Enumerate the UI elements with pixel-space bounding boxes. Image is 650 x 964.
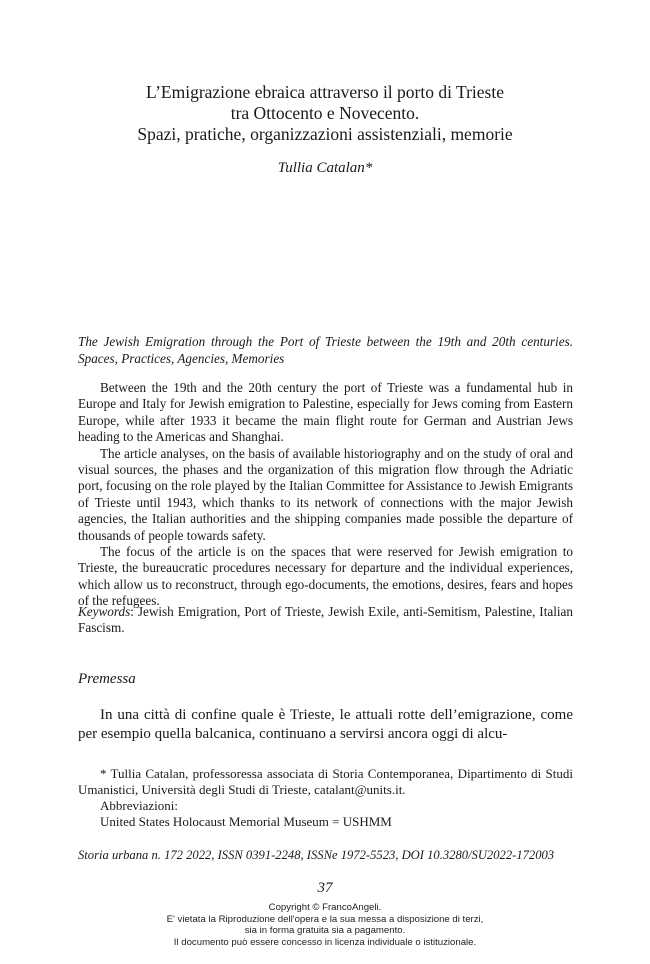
abstract-paragraph-1: Between the 19th and the 20th century the port of Trieste was a fundamental hub in Europe and Italy for Jewish emigration to Palestine, especially for Jews coming from Eastern Europe, while after 1933 it became the main flight route for German and Austrian Jews heading to the Americas and Shanghai.	[78, 380, 573, 445]
body-paragraph: In una città di confine quale è Trieste, le attuali rotte dell’emigrazione, come per esempio quella balcanica, continuano a servirsi ancora oggi di alcu-	[78, 707, 573, 742]
footnote-abbreviations-label: Abbreviazioni:	[100, 798, 178, 813]
copyright-line-2: E' vietata la Riproduzione dell'opera e la sua messa a disposizione di terzi,	[166, 913, 484, 925]
page-number: 37	[317, 880, 333, 896]
author-name: Tullia Catalan*	[277, 160, 373, 176]
body-text	[78, 706, 573, 744]
copyright-notice	[0, 902, 650, 949]
title-line-1: L’Emigrazione ebraica attraverso il porto di Trieste	[146, 82, 504, 102]
abstract	[78, 380, 573, 610]
abstract-paragraph-2: The article analyses, on the basis of available historiography and on the study of oral and visual sources, the phases and the organization of this migration flow through the Adriatic port, focusing on the role played by the Italian Committee for Assistance to Jewish Emigrants of Trieste until 1943, which thanks to its network of connections with the major Jewish agencies, the Italian authorities and the shipping companies made possible the departure of thousands of people towards safety.	[78, 445, 573, 543]
section-heading: Premessa	[78, 671, 136, 687]
keywords-list: : Jewish Emigration, Port of Trieste, Jewish Exile, anti-Semitism, Palestine, Italian Fascism.	[78, 604, 573, 636]
journal-citation: Storia urbana n. 172 2022, ISSN 0391-2248, ISSNe 1972-5523, DOI 10.3280/SU2022-172003	[78, 848, 555, 862]
title-line-3: Spazi, pratiche, organizzazioni assistenziali, memorie	[137, 124, 513, 144]
article-title	[0, 82, 650, 145]
copyright-line-3: sia in forma gratuita sia a pagamento.	[244, 925, 406, 937]
footnote-author-affiliation: * Tullia Catalan, professoressa associata di Storia Contemporanea, Dipartimento di Studi Umanistici, Università degli Studi di Trieste, catalant@units.it.	[78, 766, 573, 797]
footnote	[78, 766, 573, 830]
abstract-paragraph-3: The focus of the article is on the spaces that were reserved for Jewish emigration to Trieste, the bureaucratic procedures necessary for departure and the individual experiences, which allow us to reconstruct, through ego-documents, the emotions, desires, fears and hopes of the refugees.	[78, 544, 573, 609]
copyright-line-4: Il documento può essere concesso in licenza individuale o istituzionale.	[173, 937, 477, 949]
footnote-abbreviation-ushmm: United States Holocaust Memorial Museum = USHMM	[100, 814, 392, 829]
keywords-label: Keywords	[78, 604, 131, 619]
abstract-title: The Jewish Emigration through the Port of Trieste between the 19th and 20th centuries. Spaces, Practices, Agencies, Memories	[78, 334, 573, 366]
keywords	[78, 604, 573, 637]
title-line-2: tra Ottocento e Novecento.	[230, 103, 420, 123]
copyright-line-1: Copyright © FrancoAngeli.	[268, 902, 382, 913]
